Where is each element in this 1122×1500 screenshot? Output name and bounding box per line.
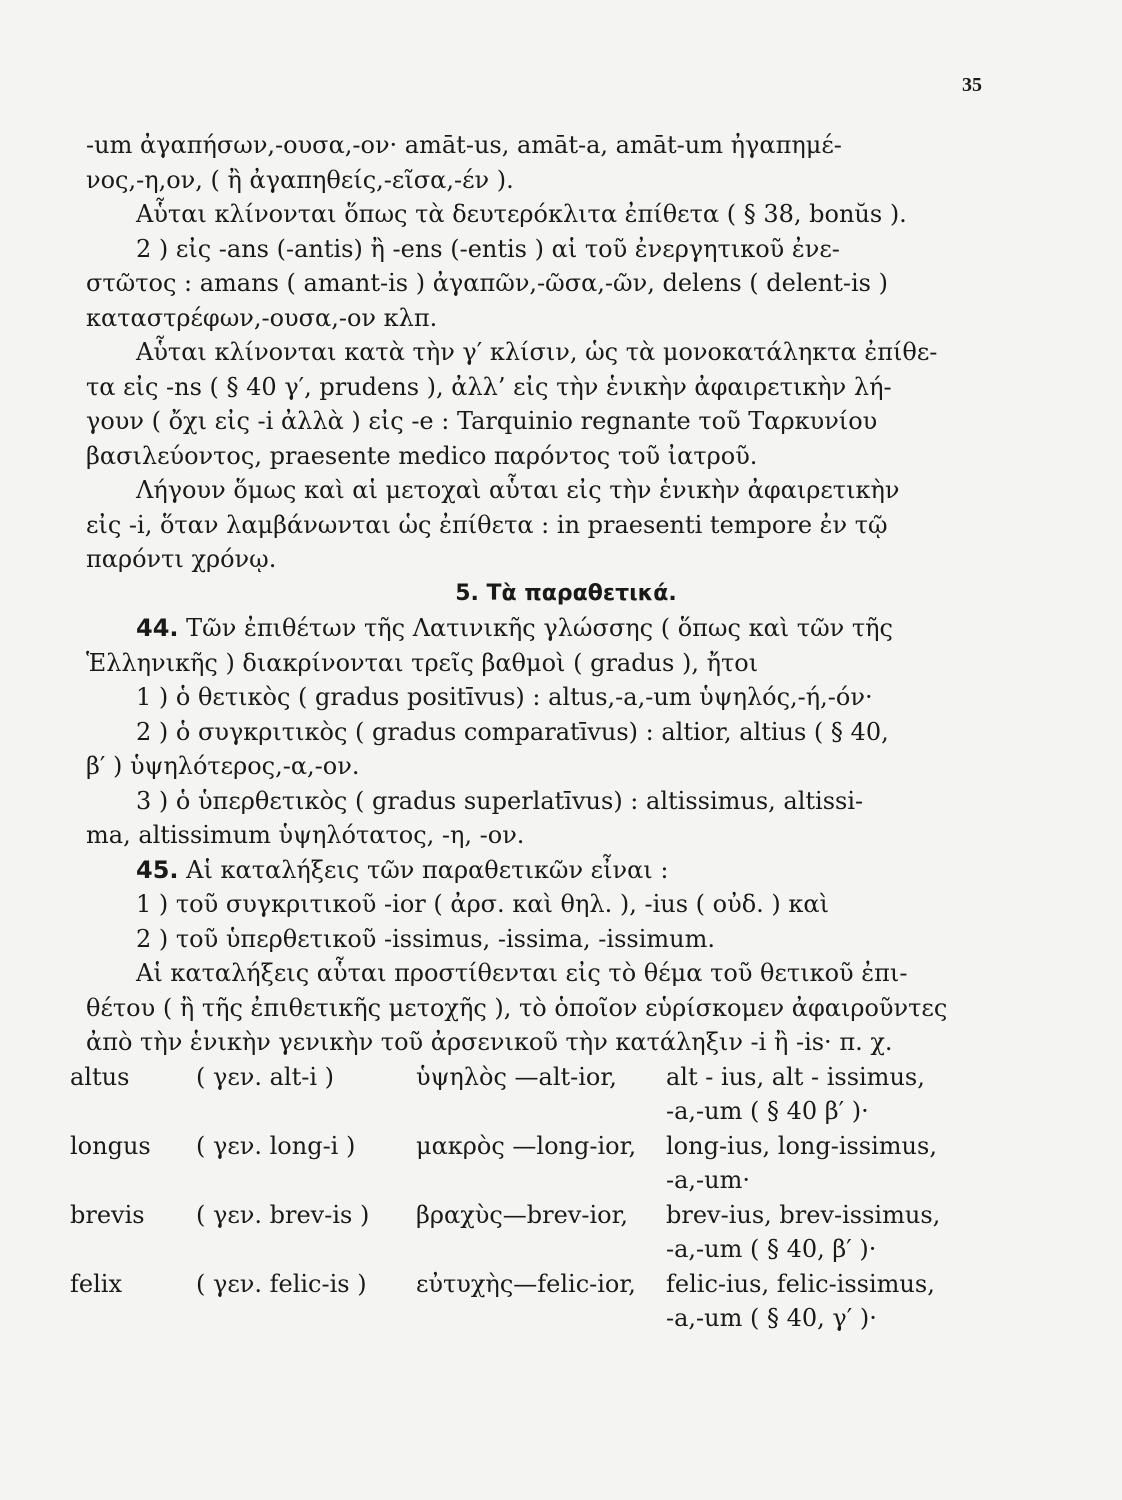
- text-line: 1 ) ὁ θετικὸς ( gradus positīvus) : altus,-a,-um ὑψηλός,-ή,-όν·: [136, 683, 873, 711]
- text-line: 2 ) τοῦ ὑπερθετικοῦ -issimus, -issima, -issimum.: [136, 924, 715, 953]
- text-line: παρόντι χρόνῳ.: [86, 545, 277, 573]
- example-word: brevis: [70, 1200, 145, 1229]
- example-continuation: [86, 1094, 986, 1129]
- example-genitive: ( γεν. alt-i ): [196, 1062, 335, 1091]
- text-line: τα εἰς -ns ( § 40 γ′, prudens ), ἀλλ’ εἰς τὴν ἑνικὴν ἀφαιρετικὴν λή-: [86, 372, 892, 401]
- example-word: felix: [70, 1269, 122, 1298]
- example-genitive: ( γεν. felic-is ): [196, 1269, 367, 1298]
- text-line: ἀπὸ τὴν ἑνικὴν γενικὴν τοῦ ἀρσενικοῦ τὴν κατάληξιν -i ἢ -is· π. χ.: [86, 1028, 893, 1056]
- example-genitive: ( γεν. brev-is ): [196, 1200, 370, 1229]
- example-row: [70, 1198, 986, 1233]
- example-greek: εὐτυχὴς—felic-ior,: [416, 1269, 636, 1298]
- text-line: θέτου ( ἢ τῆς ἐπιθετικῆς μετοχῆς ), τὸ ὁποῖον εὑρίσκομεν ἀφαιροῦντες: [86, 993, 948, 1022]
- page-number: 35: [962, 74, 982, 96]
- text-line: [86, 611, 986, 646]
- text-line: εἰς -i, ὅταν λαμβάνωνται ὡς ἐπίθετα : in praesenti tempore ἐν τῷ: [86, 510, 888, 539]
- example-continuation: [86, 1301, 986, 1336]
- text-line: καταστρέφων,-ουσα,-ον κλπ.: [86, 303, 438, 332]
- text-line: -um ἀγαπήσων,-ουσα,-ον· amāt-us, amāt-a, amāt-um ἠγαπημέ-: [86, 131, 842, 159]
- example-forms: felic-ius, felic-issimus,: [666, 1269, 935, 1298]
- example-forms: long-ius, long-issimus,: [666, 1131, 937, 1160]
- text-line: βασιλεύοντος, praesente medico παρόντος τοῦ ἰατροῦ.: [86, 441, 758, 470]
- example-word: altus: [70, 1062, 130, 1091]
- text-line: Αἱ καταλήξεις αὗται προστίθενται εἰς τὸ θέμα τοῦ θετικοῦ ἐπι-: [136, 959, 908, 987]
- example-forms: alt - ius, alt - issimus,: [666, 1062, 925, 1091]
- example-row: [70, 1129, 986, 1164]
- section-heading: 5. Τὰ παραθετικά.: [455, 580, 677, 606]
- text-line: 2 ) εἰς -ans (-antis) ἢ -ens (-entis ) αἱ τοῦ ἐνεργητικοῦ ἐνε-: [136, 234, 840, 263]
- example-row: [70, 1267, 986, 1302]
- text-line: στῶτος : amans ( amant-is ) ἀγαπῶν,-ῶσα,-ῶν, delens ( delent-is ): [86, 269, 888, 297]
- text-line: 1 ) τοῦ συγκριτικοῦ -ior ( ἀρσ. καὶ θηλ. ), -ius ( οὐδ. ) καὶ: [136, 890, 830, 918]
- text-line: γουν ( ὄχι εἰς -i ἀλλὰ ) εἰς -e : Tarquinio regnante τοῦ Ταρκυνίου: [86, 407, 878, 435]
- text-line: Αὗται κλίνονται ὅπως τὰ δευτερόκλιτα ἐπίθετα ( § 38, bonŭs ).: [136, 200, 907, 228]
- example-row: [70, 1060, 986, 1095]
- text-line: νος,-η,ον, ( ἢ ἀγαπηθείς,-εῖσα,-έν ).: [86, 165, 514, 194]
- text-line: 2 ) ὁ συγκριτικὸς ( gradus comparatīvus) : altior, altius ( § 40,: [136, 717, 889, 746]
- text-line: Ἑλληνικῆς ) διακρίνονται τρεῖς βαθμοὶ ( gradus ), ἤτοι: [86, 648, 759, 677]
- example-endings: -a,-um ( § 40, γ′ )·: [666, 1304, 877, 1332]
- text-span: Τῶν ἐπιθέτων τῆς Λατινικῆς γλώσσης ( ὅπως καὶ τῶν τῆς: [186, 614, 893, 642]
- example-greek: μακρὸς —long-ior,: [416, 1131, 637, 1160]
- example-genitive: ( γεν. long-i ): [196, 1131, 356, 1160]
- example-continuation: [86, 1232, 986, 1267]
- text-line: Λήγουν ὅμως καὶ αἱ μετοχαὶ αὗται εἰς τὴν ἑνικὴν ἀφαιρετικὴν: [136, 476, 900, 504]
- example-greek: βραχὺς—brev-ior,: [416, 1200, 629, 1229]
- section-number: 45.: [136, 855, 179, 884]
- text-line: 3 ) ὁ ὑπερθετικὸς ( gradus superlatīvus) : altissimus, altissi-: [136, 786, 864, 815]
- text-line: β′ ) ὑψηλότερος,-α,-ον.: [86, 752, 360, 780]
- example-word: longus: [70, 1131, 151, 1160]
- page-body: [70, 128, 986, 1336]
- example-endings: -a,-um ( § 40 β′ )·: [666, 1097, 869, 1125]
- example-endings: -a,-um ( § 40, β′ )·: [666, 1235, 877, 1263]
- example-forms: brev-ius, brev-issimus,: [666, 1200, 941, 1229]
- example-greek: ὑψηλὸς —alt-ior,: [416, 1062, 617, 1091]
- text-line: Αὗται κλίνονται κατὰ τὴν γ′ κλίσιν, ὡς τὰ μονοκατάληκτα ἐπίθε-: [136, 338, 938, 366]
- example-endings: -a,-um·: [666, 1166, 750, 1194]
- text-line: ma, altissimum ὑψηλότατος, -η, -ον.: [86, 821, 525, 849]
- section-number: 44.: [136, 614, 179, 642]
- text-span: Αἱ καταλήξεις τῶν παραθετικῶν εἶναι :: [186, 855, 669, 884]
- text-line: [86, 853, 986, 888]
- example-continuation: [86, 1163, 986, 1198]
